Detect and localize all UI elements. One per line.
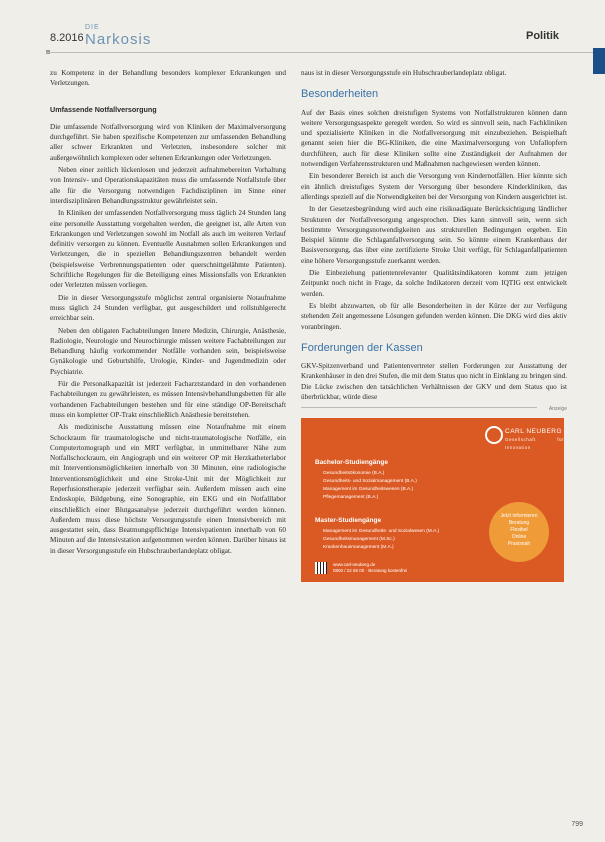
right-continued: naus ist in dieser Versorgungsstufe ein Hubschrauberlandeplatz obligat. — [301, 69, 507, 77]
journal-logo-name: Narkosis — [85, 31, 152, 48]
left-paragraph: Neben den obligaten Fachabteilungen Innere Medizin, Chirurgie, Anästhesie, Radiologie, Neurologie und Neurochirurgie müssen weitere Fachabteilungen zur Behandlung häufig vorkommender Notfälle vorhanden sein, beispielsweise Gynäkologie und Geburtshilfe, Urologie, Kinder- und Jugendmedizin oder Psychiatrie. — [50, 326, 286, 376]
left-paragraph: Für die Personalkapazität ist jederzeit Facharztstandard in den vorhandenen Fachabteilungen zu gewährleisten, es müssen Intensivbehandlungsbetten für alle vorhandenen Fachabteilungen bestehen und für eine ständige OP-Bereitschaft muss ein kompletter OP-Trakt einschließlich Anästhesie bereitstehen. — [50, 380, 286, 419]
ad-list-item: Gesundheitsökonomie (B.A.) — [323, 470, 385, 476]
ad-brand-name: CARL NEUBERG — [505, 427, 563, 435]
ad-circle-line: Beratung — [508, 519, 530, 526]
journal-logo-small: DIE — [85, 24, 100, 31]
ad-feature-circle — [489, 502, 549, 562]
ad-circle-line: Online — [511, 533, 527, 540]
left-paragraph: Die umfassende Notfallversorgung wird von Kliniken der Maximalversorgung durchgeführt. Sie haben spezifische Kompetenzen zur umfassenden Behandlung aller schwer Erkrankten und Verletzten, insbesondere solcher mit außergewöhnlich komplexen oder seltenen Erkrankungen oder Verletzungen. — [50, 122, 286, 162]
ad-label: Anzeige — [301, 404, 567, 414]
ad-list-item: Gesundheitsmanagement (M.Sc.) — [323, 536, 395, 542]
section-tab — [593, 48, 605, 74]
ad-list-item: Pflegemanagement (B.A.) — [323, 494, 379, 500]
ad-master-title: Master-Studiengänge — [315, 516, 382, 524]
right-column — [301, 68, 567, 582]
issue-number: 8.2016 — [50, 32, 84, 44]
right-paragraph: Die Einbeziehung patientenrelevanter Qualitätsindikatoren kommt zum jetzigen Zeitpunkt noch nicht in Frage, da solche Indikatoren derzeit vom IQTIG erst entwickelt werden. — [301, 269, 567, 298]
heading-forderungen: Forderungen der Kassen — [301, 341, 423, 354]
ad-bachelor-title: Bachelor-Studiengänge — [315, 458, 388, 466]
heading-besonderheiten: Besonderheiten — [301, 88, 379, 101]
ad-brand — [505, 428, 564, 452]
advertisement[interactable] — [301, 418, 564, 582]
ad-list-item: Management im Gesundheitswesen (B.A.) — [323, 486, 414, 492]
ad-list-item: Krankenhausmanagement (M.A.) — [323, 544, 394, 550]
ad-contact — [333, 562, 407, 574]
left-paragraph: Neben einer zeitlich lückenlosen und jederzeit aufnahmebereiten Vorhaltung von Intensiv- und Operationskapazitäten muss die umfassende Notfallstufe über alle für die Versorgung notwendigen Fachdisziplinen im Sinne einer interdisziplinären Behandlungsstruktur gewährleistet sein. — [50, 166, 286, 205]
ad-list-item: Gesundheits- und Sozialmanagement (B.A.) — [323, 478, 417, 484]
ad-brand-sub: Gesellschaft für Innovation — [505, 436, 564, 450]
ad-list-item: Management im Gesundheits- und Sozialwesen (M.A.) — [323, 528, 440, 534]
right-paragraph: In der Gesetzesbegründung wird auch eine risikoadäquate Berücksichtigung ländlicher Strukturen der Notfallversorgung angesprochen. Dies kann sinnvoll sein, wenn sich bestimmte Versorgungsnotwendigkeiten aus strukturellen Bedingungen ergeben. Ein Beispiel könnte die Schlaganfallversorgung sein. So könnte einem Krankenhaus der Basisversorgung, das über eine zertifizierte Stroke Unit verfügt, für Schlaganfallpatienten eine höhere Versorgungsstufe zuerkannt werden. — [301, 205, 567, 265]
qr-code-icon — [315, 562, 327, 574]
right-paragraph: GKV-Spitzenverband und Patientenvertreter stellen Forderungen zur Ausstattung der Krankenhäuser in den drei Stufen, die mit dem Status quo nicht in Einklang zu bringen sind. Die Lücke zwischen den tatsächlichen Verhältnissen der GKV und dem Status quo ist überbrückbar, würde diese — [301, 362, 567, 402]
left-paragraph: In Kliniken der umfassenden Notfallversorgung muss täglich 24 Stunden lang eine personelle Ausstattung vorgehalten werden, die geeignet ist, alle Arten von Erkrankungen und Verletzungen sowohl im Notfall als auch im weiteren Verlauf definitiv versorgen zu können. Eventuelle Ausnahmen sollen Erkrankungen und Verletzungen, die in speziellen Behandlungszentren behandelt werden (beispielsweise Verbrennungspatienten oder querschnittgelähmte Patienten). Schriftliche Regelungen für die Beteiligung eines Missionsfalls von Erkrankten oder Verletzten müssen vorliegen. — [50, 209, 286, 290]
right-paragraph: Auf der Basis eines solchen dreistufigen Systems von Notfallstrukturen können dann weitere Versorgungsaspekte geregelt werden. So wird es sinnvoll sein, nach Fachkliniken und spezialisierte Kliniken in die Notfallversorgung mit einzubeziehen. Beispielhaft genannt seien hier die BG-Kliniken, die eine Maximalversorgung von Unfallopfern durchführen, auch für diese Kliniken sollte eine Zuständigkeit der Aufnahmen der notwendigen Verfahrensstrukturen und Maßnahmen nachgewiesen werden können. — [301, 108, 567, 169]
journal-logo — [85, 24, 151, 47]
ad-circle-line: Flexibel — [510, 526, 528, 533]
ad-circle-line: Praxisnah — [507, 540, 531, 547]
right-paragraph: Es bleibt abzuwarten, ob für alle Besonderheiten in der Kürze der zur Verfügung stehenden Zeit angemessene Lösungen gefunden werden können. Die DKG wird dies aktiv voranbringen. — [301, 301, 567, 331]
ad-logo-icon — [485, 426, 503, 444]
left-paragraph: Die in dieser Versorgungsstufe möglichst zentral organisierte Notaufnahme muss täglich 24 Stunden verfügbar, gut ausgeschildert und rollstuhlgerecht erreichbar sein. — [50, 293, 286, 323]
ad-circle-line: Jetzt informieren — [500, 512, 538, 519]
left-intro: zu Kompetenz in der Behandlung besonders komplexer Erkrankungen und Verletzungen. — [50, 69, 286, 88]
right-paragraph: Ein besonderer Bereich ist auch die Versorgung von Kindernotfällen. Hier könnte sich ein ähnlich dreistufiges System der Versorgung über besondere Kinderkliniken, das allerdings speziell auf die Notwendigkeiten bei der Versorgung von Kindern ausgerichtet ist. — [301, 172, 567, 201]
left-column — [50, 68, 286, 558]
page-number: 799 — [571, 821, 583, 828]
ad-bachelor-list — [323, 470, 417, 502]
page-header — [0, 0, 605, 64]
section-title: Politik — [525, 30, 559, 42]
left-paragraph: Als medizinische Ausstattung müssen eine Notaufnahme mit einem Schockraum für traumatologische und nicht-traumatologische Notfälle, ein Computertomograph und ein MRT verfügbar, in unmittelbarer Nähe zum Notfallschockraum, ein Angiograph und ein weiterer OP mit Herzkatheterlabor mit Interventionsmöglichkeiten innerhalb von 30 Minuten, eine radiologische Interventionsmöglichkeit und eine Stroke-Unit mit der Möglichkeit zur Reperfusionstherapie jederzeit verfügbar sein. Außerdem müssen auch eine Endoskopie, Bildgebung, eine Sonographie, ein EKG und ein Notfalllabor einschließlich einer Blutgasanalyse jederzeit durchgeführt werden können. Außerdem muss diese höchste Versorgungsstufe einen Intensivbereich mit ausgestattet sein, dass Beatmungspflichtige Intensivpatienten innerhalb von 60 Minuten auf die Intensivstation aufgenommen werden können. Darüber hinaus ist in dieser Versorgungsstufe ein Hubschrauberlandeplatz obligat. — [50, 423, 286, 555]
ad-website-link[interactable]: www.carl-neuberg.de — [333, 561, 376, 567]
ad-master-list — [323, 528, 439, 552]
ad-phone: 0800 / 22 55 00 · Beratung kostenfrei — [333, 567, 408, 573]
header-rule — [46, 52, 593, 53]
subheading-notfallversorgung: Umfassende Notfallversorgung — [50, 104, 157, 114]
